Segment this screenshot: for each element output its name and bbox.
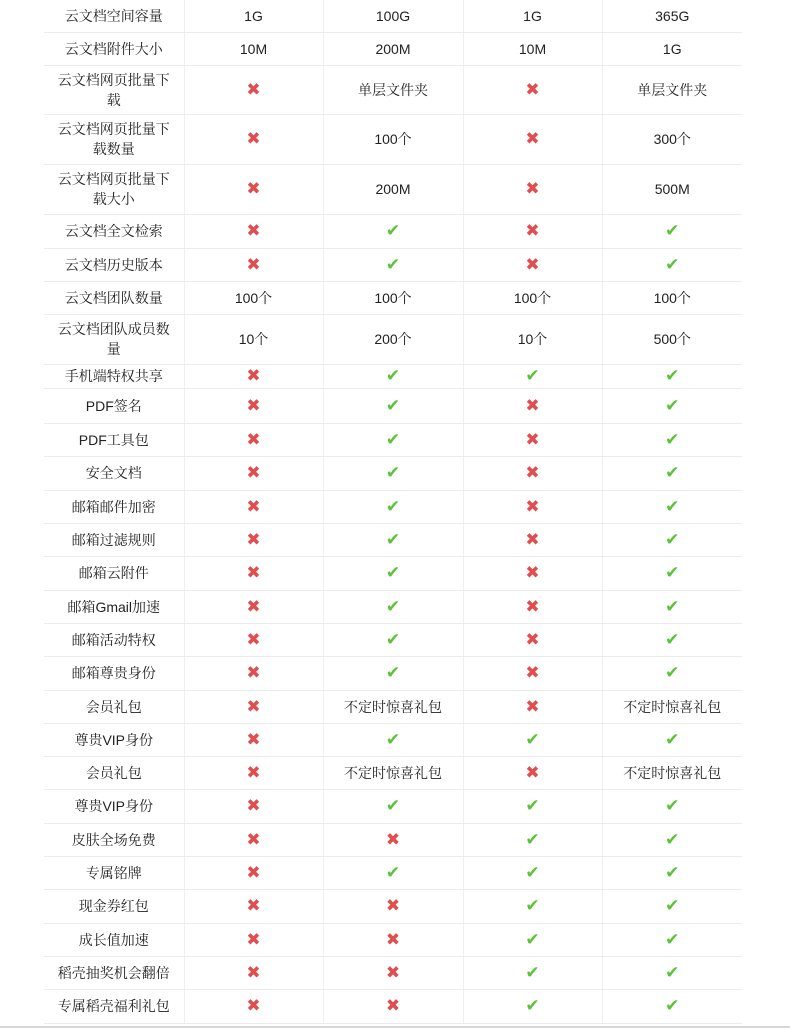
cross-icon: ✖	[246, 463, 261, 482]
plan-cell-value-1: 10个	[184, 314, 323, 364]
plan-cell-3	[463, 956, 602, 989]
feature-name: 皮肤全场免费	[44, 823, 184, 856]
table-row	[44, 556, 742, 590]
cross-icon: ✖	[246, 221, 261, 240]
plan-cell-2	[323, 556, 463, 590]
cross-icon: ✖	[246, 179, 261, 198]
cross-icon: ✖	[246, 663, 261, 682]
feature-name: 云文档网页批量下载大小	[44, 164, 184, 214]
feature-name: 会员礼包	[44, 756, 184, 789]
plan-cell-1	[184, 65, 323, 114]
plan-cell-2	[323, 956, 463, 989]
feature-name: 邮箱活动特权	[44, 623, 184, 656]
plan-cell-value-2: 单层文件夹	[323, 65, 463, 114]
table-row	[44, 364, 742, 388]
plan-cell-2	[323, 856, 463, 889]
plan-cell-1	[184, 956, 323, 989]
plan-cell-1	[184, 590, 323, 623]
table-row	[44, 214, 742, 248]
plan-cell-value-4: 不定时惊喜礼包	[602, 690, 742, 723]
check-icon: ✔	[385, 663, 401, 682]
plan-cell-value-2: 100个	[323, 281, 463, 314]
check-icon: ✔	[525, 962, 540, 982]
plan-cell-2	[323, 364, 463, 388]
feature-name: 云文档团队成员数量	[44, 314, 184, 364]
table-row	[44, 281, 742, 314]
plan-cell-4	[602, 723, 742, 756]
check-icon: ✔	[665, 829, 680, 849]
check-icon: ✔	[385, 254, 401, 274]
plan-cell-4	[602, 248, 742, 281]
plan-cell-1	[184, 556, 323, 590]
plan-cell-2	[323, 989, 463, 1023]
cross-icon: ✖	[385, 962, 401, 982]
plan-cell-1	[184, 789, 323, 823]
check-icon: ✔	[385, 221, 401, 240]
cross-icon: ✖	[525, 529, 540, 549]
plan-cell-3	[463, 164, 602, 214]
cross-icon: ✖	[525, 79, 540, 99]
table-row	[44, 756, 742, 789]
plan-cell-value-2: 不定时惊喜礼包	[323, 756, 463, 789]
feature-name: 邮箱尊贵身份	[44, 656, 184, 690]
plan-cell-1	[184, 889, 323, 923]
plan-cell-3	[463, 656, 602, 690]
feature-name: 云文档团队数量	[44, 281, 184, 314]
plan-cell-value-4: 1G	[602, 32, 742, 65]
check-icon: ✔	[385, 429, 401, 449]
feature-name: 云文档全文检索	[44, 214, 184, 248]
table-row	[44, 164, 742, 214]
plan-cell-4	[602, 989, 742, 1023]
cross-icon: ✖	[525, 563, 540, 582]
feature-name: 尊贵VIP身份	[44, 723, 184, 756]
plan-cell-1	[184, 248, 323, 281]
plan-cell-4	[602, 789, 742, 823]
table-row	[44, 656, 742, 690]
plan-cell-value-1: 10M	[184, 32, 323, 65]
check-icon: ✔	[525, 729, 540, 749]
check-icon: ✔	[665, 896, 680, 915]
check-icon: ✔	[665, 529, 680, 549]
plan-cell-value-2: 100G	[323, 0, 463, 32]
cross-icon: ✖	[246, 129, 261, 148]
plan-cell-2	[323, 456, 463, 490]
plan-cell-value-2: 200M	[323, 164, 463, 214]
cross-icon: ✖	[246, 696, 261, 716]
table-row	[44, 823, 742, 856]
plan-cell-3	[463, 388, 602, 423]
plan-cell-4	[602, 556, 742, 590]
plan-cell-4	[602, 923, 742, 956]
plan-cell-value-4: 500M	[602, 164, 742, 214]
cross-icon: ✖	[525, 395, 540, 415]
plan-cell-3	[463, 65, 602, 114]
cross-icon: ✖	[385, 929, 401, 949]
comparison-table-body	[44, 0, 742, 1023]
plan-cell-value-2: 200个	[323, 314, 463, 364]
check-icon: ✔	[665, 796, 680, 815]
plan-cell-1	[184, 756, 323, 789]
plan-cell-2	[323, 214, 463, 248]
plan-cell-3	[463, 989, 602, 1023]
feature-name: 会员礼包	[44, 690, 184, 723]
check-icon: ✔	[385, 729, 401, 749]
check-icon: ✔	[385, 463, 401, 482]
table-row	[44, 989, 742, 1023]
plan-cell-4	[602, 214, 742, 248]
plan-cell-1	[184, 623, 323, 656]
table-row	[44, 114, 742, 164]
check-icon: ✔	[665, 862, 680, 882]
plan-cell-2	[323, 490, 463, 523]
check-icon: ✔	[525, 796, 540, 815]
plan-cell-2	[323, 388, 463, 423]
plan-cell-value-1: 1G	[184, 0, 323, 32]
plan-cell-1	[184, 423, 323, 456]
plan-cell-4	[602, 364, 742, 388]
cross-icon: ✖	[246, 962, 261, 982]
feature-name: 手机端特权共享	[44, 364, 184, 388]
plan-cell-3	[463, 423, 602, 456]
check-icon: ✔	[665, 596, 680, 616]
plan-cell-2	[323, 723, 463, 756]
plan-cell-3	[463, 523, 602, 556]
cross-icon: ✖	[525, 762, 540, 782]
table-row	[44, 956, 742, 989]
table-row	[44, 388, 742, 423]
cross-icon: ✖	[246, 896, 261, 915]
feature-name: 专属稻壳福利礼包	[44, 989, 184, 1023]
plan-cell-4	[602, 856, 742, 889]
plan-cell-1	[184, 164, 323, 214]
plan-cell-3	[463, 756, 602, 789]
plan-cell-1	[184, 523, 323, 556]
check-icon: ✔	[385, 596, 401, 616]
cross-icon: ✖	[525, 254, 540, 274]
check-icon: ✔	[385, 629, 401, 649]
plan-cell-value-4: 365G	[602, 0, 742, 32]
check-icon: ✔	[665, 663, 680, 682]
cross-icon: ✖	[246, 563, 261, 582]
plan-cell-3	[463, 248, 602, 281]
table-row	[44, 889, 742, 923]
plan-cell-1	[184, 456, 323, 490]
feature-name: 云文档历史版本	[44, 248, 184, 281]
cross-icon: ✖	[525, 129, 540, 148]
plan-cell-value-2: 不定时惊喜礼包	[323, 690, 463, 723]
table-row	[44, 490, 742, 523]
cross-icon: ✖	[525, 596, 540, 616]
plan-cell-value-3: 10M	[463, 32, 602, 65]
plan-cell-1	[184, 214, 323, 248]
table-row	[44, 789, 742, 823]
plan-cell-4	[602, 490, 742, 523]
check-icon: ✔	[525, 929, 540, 949]
plan-cell-4	[602, 423, 742, 456]
plan-cell-value-4: 500个	[602, 314, 742, 364]
plan-cell-value-4: 100个	[602, 281, 742, 314]
check-icon: ✔	[665, 463, 680, 482]
check-icon: ✔	[665, 629, 680, 649]
plan-cell-value-3: 10个	[463, 314, 602, 364]
feature-name: 云文档空间容量	[44, 0, 184, 32]
plan-cell-3	[463, 856, 602, 889]
cross-icon: ✖	[246, 429, 261, 449]
cross-icon: ✖	[246, 929, 261, 949]
cross-icon: ✖	[246, 829, 261, 849]
plan-cell-4	[602, 656, 742, 690]
table-row	[44, 456, 742, 490]
cross-icon: ✖	[246, 79, 261, 99]
check-icon: ✔	[665, 563, 680, 582]
table-row	[44, 248, 742, 281]
plan-cell-2	[323, 623, 463, 656]
table-row	[44, 923, 742, 956]
table-row	[44, 0, 742, 32]
plan-cell-3	[463, 889, 602, 923]
check-icon: ✔	[385, 796, 401, 815]
cross-icon: ✖	[246, 729, 261, 749]
feature-name: 尊贵VIP身份	[44, 789, 184, 823]
table-row	[44, 523, 742, 556]
plan-cell-1	[184, 923, 323, 956]
plan-cell-3	[463, 556, 602, 590]
plan-cell-1	[184, 989, 323, 1023]
check-icon: ✔	[665, 395, 680, 415]
check-icon: ✔	[525, 996, 540, 1015]
plan-cell-3	[463, 590, 602, 623]
table-row	[44, 314, 742, 364]
cross-icon: ✖	[525, 429, 540, 449]
table-row	[44, 423, 742, 456]
plan-cell-value-4: 单层文件夹	[602, 65, 742, 114]
feature-name: PDF签名	[44, 388, 184, 423]
cross-icon: ✖	[525, 179, 540, 198]
cross-icon: ✖	[246, 796, 261, 815]
check-icon: ✔	[665, 254, 680, 274]
plan-cell-3	[463, 723, 602, 756]
check-icon: ✔	[665, 929, 680, 949]
cross-icon: ✖	[385, 996, 401, 1015]
plan-cell-2	[323, 789, 463, 823]
feature-name: 云文档网页批量下载	[44, 65, 184, 114]
plan-cell-4	[602, 823, 742, 856]
plan-cell-1	[184, 388, 323, 423]
check-icon: ✔	[525, 862, 540, 882]
plan-cell-4	[602, 388, 742, 423]
cross-icon: ✖	[246, 862, 261, 882]
plan-cell-value-1: 100个	[184, 281, 323, 314]
table-row	[44, 690, 742, 723]
plan-cell-1	[184, 490, 323, 523]
plan-cell-3	[463, 623, 602, 656]
table-row	[44, 590, 742, 623]
check-icon: ✔	[385, 366, 401, 385]
cross-icon: ✖	[525, 629, 540, 649]
cross-icon: ✖	[246, 254, 261, 274]
cross-icon: ✖	[246, 496, 261, 516]
plan-cell-1	[184, 723, 323, 756]
plan-cell-4	[602, 590, 742, 623]
plan-cell-4	[602, 956, 742, 989]
plan-cell-value-3: 1G	[463, 0, 602, 32]
plan-cell-4	[602, 623, 742, 656]
plan-cell-1	[184, 114, 323, 164]
plan-cell-3	[463, 690, 602, 723]
plan-cell-value-2: 200M	[323, 32, 463, 65]
table-row	[44, 623, 742, 656]
plan-cell-1	[184, 656, 323, 690]
check-icon: ✔	[665, 496, 680, 516]
feature-name: PDF工具包	[44, 423, 184, 456]
check-icon: ✔	[385, 862, 401, 882]
plan-cell-4	[602, 523, 742, 556]
cross-icon: ✖	[525, 663, 540, 682]
plan-cell-value-4: 300个	[602, 114, 742, 164]
plan-cell-2	[323, 523, 463, 556]
plan-cell-4	[602, 889, 742, 923]
plan-cell-3	[463, 364, 602, 388]
plan-cell-2	[323, 656, 463, 690]
plan-cell-3	[463, 490, 602, 523]
cross-icon: ✖	[525, 496, 540, 516]
cross-icon: ✖	[246, 629, 261, 649]
plan-cell-1	[184, 364, 323, 388]
cross-icon: ✖	[385, 896, 401, 915]
feature-name: 邮箱邮件加密	[44, 490, 184, 523]
plan-cell-2	[323, 823, 463, 856]
cross-icon: ✖	[246, 596, 261, 616]
cross-icon: ✖	[525, 221, 540, 240]
plan-cell-value-3: 100个	[463, 281, 602, 314]
plan-cell-2	[323, 423, 463, 456]
feature-name: 安全文档	[44, 456, 184, 490]
plan-cell-3	[463, 789, 602, 823]
feature-name: 成长值加速	[44, 923, 184, 956]
feature-name: 邮箱过滤规则	[44, 523, 184, 556]
feature-name: 专属铭牌	[44, 856, 184, 889]
plan-cell-3	[463, 456, 602, 490]
feature-name: 稻壳抽奖机会翻倍	[44, 956, 184, 989]
check-icon: ✔	[665, 996, 680, 1015]
check-icon: ✔	[385, 563, 401, 582]
check-icon: ✔	[525, 366, 540, 385]
cross-icon: ✖	[385, 829, 401, 849]
check-icon: ✔	[385, 496, 401, 516]
plan-cell-1	[184, 823, 323, 856]
plan-cell-2	[323, 590, 463, 623]
plan-cell-1	[184, 690, 323, 723]
table-row	[44, 65, 742, 114]
plan-cell-1	[184, 856, 323, 889]
check-icon: ✔	[525, 829, 540, 849]
plan-cell-3	[463, 214, 602, 248]
table-row	[44, 723, 742, 756]
plan-cell-2	[323, 248, 463, 281]
check-icon: ✔	[525, 896, 540, 915]
feature-name: 邮箱Gmail加速	[44, 590, 184, 623]
cross-icon: ✖	[246, 366, 261, 385]
cross-icon: ✖	[246, 996, 261, 1015]
cross-icon: ✖	[246, 395, 261, 415]
cross-icon: ✖	[525, 696, 540, 716]
check-icon: ✔	[665, 962, 680, 982]
check-icon: ✔	[385, 395, 401, 415]
plan-cell-3	[463, 923, 602, 956]
check-icon: ✔	[665, 429, 680, 449]
membership-comparison-table	[44, 0, 742, 1024]
check-icon: ✔	[665, 221, 680, 240]
plan-cell-2	[323, 923, 463, 956]
check-icon: ✔	[385, 529, 401, 549]
plan-cell-3	[463, 114, 602, 164]
feature-name: 云文档附件大小	[44, 32, 184, 65]
plan-cell-3	[463, 823, 602, 856]
plan-cell-value-4: 不定时惊喜礼包	[602, 756, 742, 789]
table-row	[44, 856, 742, 889]
feature-name: 邮箱云附件	[44, 556, 184, 590]
plan-cell-value-2: 100个	[323, 114, 463, 164]
check-icon: ✔	[665, 729, 680, 749]
check-icon: ✔	[665, 366, 680, 385]
table-row	[44, 32, 742, 65]
feature-name: 现金券红包	[44, 889, 184, 923]
plan-cell-2	[323, 889, 463, 923]
plan-cell-4	[602, 456, 742, 490]
cross-icon: ✖	[246, 529, 261, 549]
cross-icon: ✖	[525, 463, 540, 482]
cross-icon: ✖	[246, 762, 261, 782]
feature-name: 云文档网页批量下载数量	[44, 114, 184, 164]
